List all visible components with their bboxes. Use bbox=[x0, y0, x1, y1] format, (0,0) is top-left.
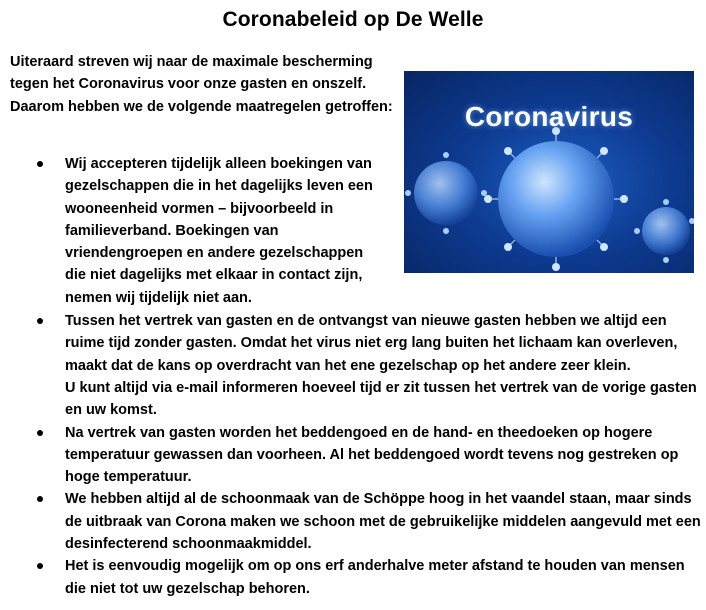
list-item-text: Het is eenvoudig mogelijk om op ons erf anderhalve meter afstand te houden van mensen die niet tot uw gezelschap behoren. bbox=[65, 558, 685, 597]
page-title: Coronabeleid op De Welle bbox=[222, 8, 484, 31]
coronavirus-image-text: Coronavirus bbox=[464, 101, 634, 132]
intro-paragraph: Uiteraard streven wij naar de maximale bescherming tegen het Coronavirus voor onze gasten en onszelf. Daarom hebben we de volgende maatregelen getroffen: bbox=[10, 54, 393, 115]
list-item-text: Wij accepteren tijdelijk alleen boekingen van gezelschappen die in het dagelijks leven een wooneenheid vormen – bijvoorbeeld in familieverband. Boekingen van vriendengroepen en andere gezelschappen die niet dagelijks met elkaar in contact zijn, nemen wij tijdelijk niet aan. bbox=[65, 156, 373, 306]
list-item-text: We hebben altijd al de schoonmaak van de Schöppe hoog in het vaandel staan, maar sinds de uitbraak van Corona maken we schoon met de gebruikelijke middelen aangevuld met een desinfecterend schoonmaakmiddel. bbox=[65, 491, 701, 553]
list-item bbox=[0, 555, 705, 600]
list-item-text: U kunt altijd via e-mail informeren hoeveel tijd er zit tussen het vertrek van de vorige gasten en uw komst. bbox=[65, 379, 697, 419]
list-item bbox=[0, 488, 705, 555]
bullet-icon bbox=[37, 430, 43, 436]
bullet-icon bbox=[37, 161, 43, 167]
list-item bbox=[0, 310, 705, 421]
list-item bbox=[0, 153, 383, 309]
list-item-text: Na vertrek van gasten worden het beddengoed en de hand- en theedoeken op hogere temperatuur gewassen dan voorheen. Al het beddengoed wordt tevens nog gestreken op hoge temperatuur. bbox=[65, 424, 679, 486]
bullet-icon bbox=[37, 318, 43, 324]
list-item-text: Tussen het vertrek van gasten en de ontvangst van nieuwe gasten hebben we altijd een ruime tijd zonder gasten. Omdat het virus niet erg lang buiten het lichaam kan overleven, maakt dat de kans op overdracht van het ene gezelschap op het andere zeer klein. bbox=[65, 313, 678, 374]
bullet-icon bbox=[37, 496, 43, 502]
measures-list bbox=[0, 153, 705, 600]
list-item bbox=[0, 422, 705, 489]
bullet-icon bbox=[37, 563, 43, 569]
